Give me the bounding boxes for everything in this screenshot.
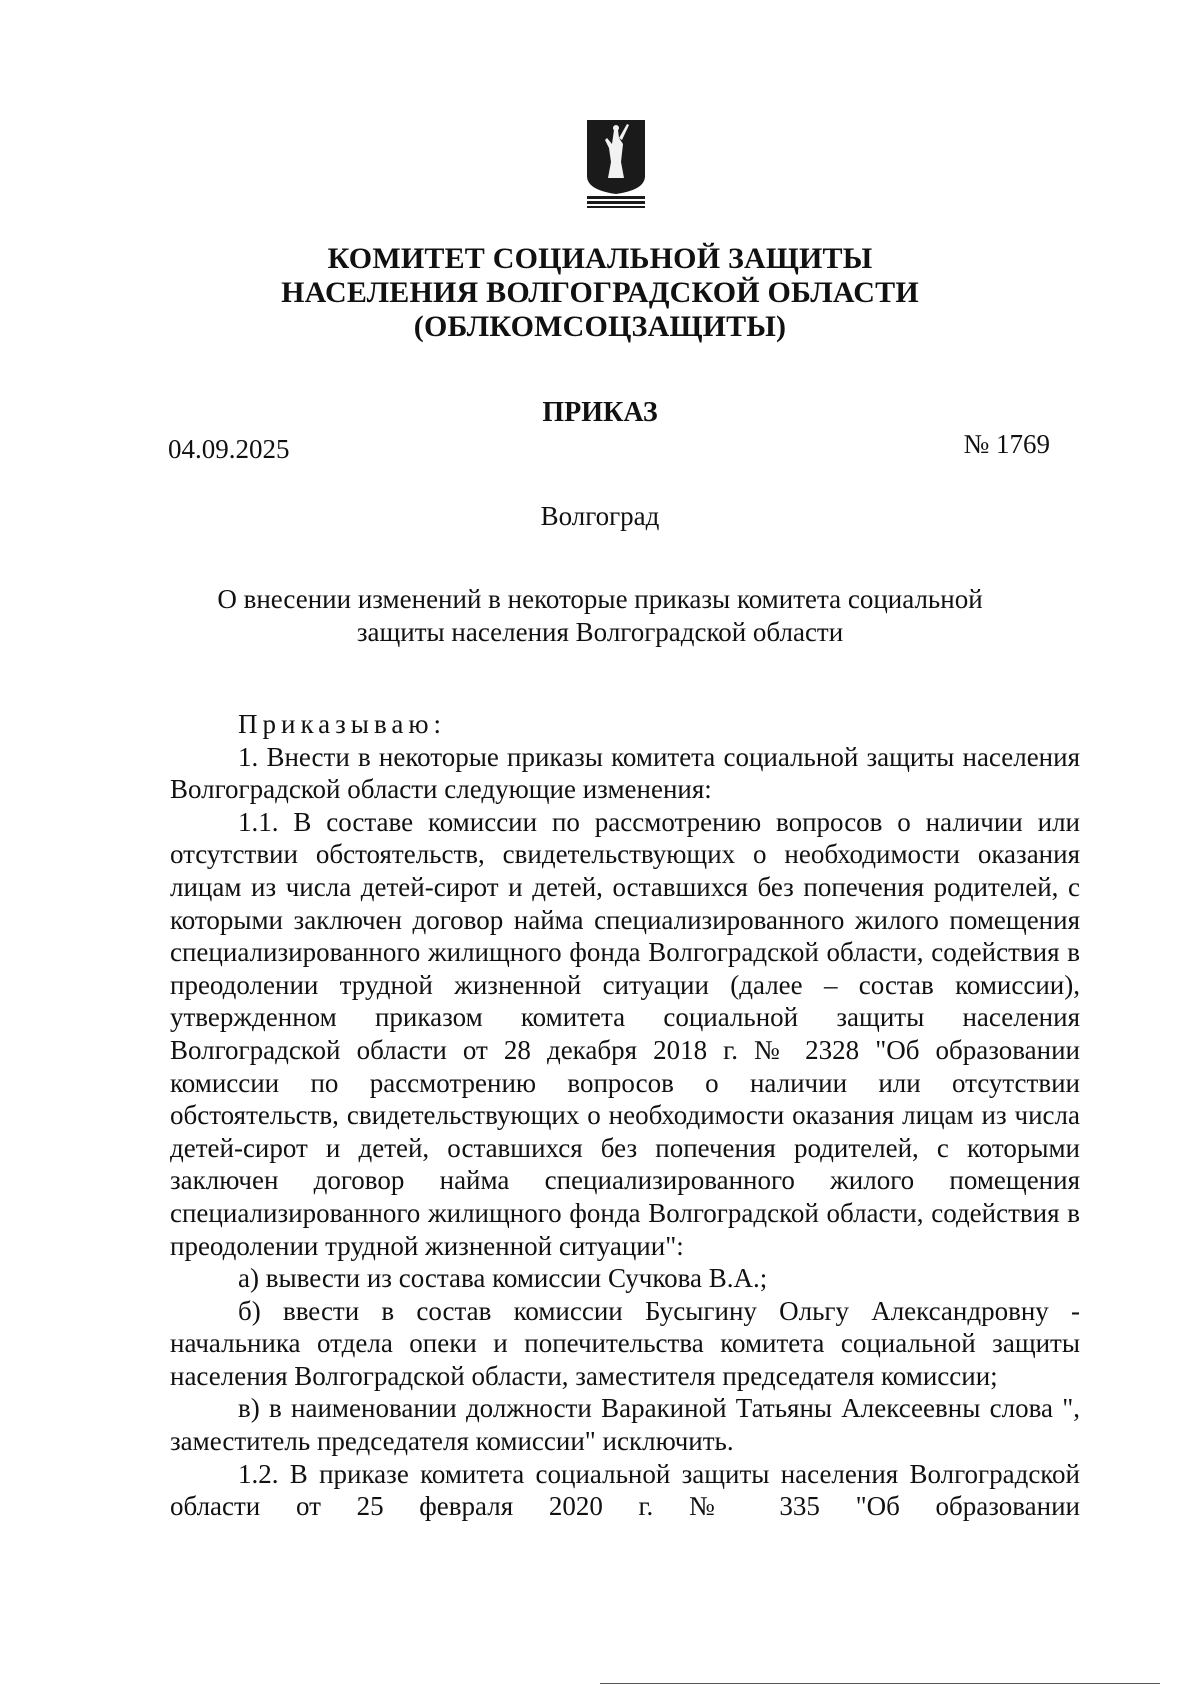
paragraph-1: 1. Внести в некоторые приказы комитета социальной защиты населения Волгоградской области следующие изменения: xyxy=(170,741,1080,805)
volgograd-motherland-emblem-icon xyxy=(583,118,649,208)
document-number: № 1769 xyxy=(963,429,1050,459)
document-type: ПРИКАЗ xyxy=(542,397,658,428)
paragraph-v: в) в наименовании должности Варакиной Татьяны Алексеевны слова ", заместитель председателя комиссии" исключить. xyxy=(170,1393,1080,1457)
document-title xyxy=(0,583,1200,649)
organization-name xyxy=(0,242,1200,344)
document-date: 04.09.2025 xyxy=(168,434,290,464)
document-city: Волгоград xyxy=(540,501,660,531)
organization-name-line: НАСЕЛЕНИЯ ВОЛГОГРАДСКОЙ ОБЛАСТИ xyxy=(281,276,919,309)
organization-name-line: (ОБЛКОМСОЦЗАЩИТЫ) xyxy=(413,310,787,343)
document-body xyxy=(170,708,1080,1523)
paragraph-b: б) ввести в состав комиссии Бусыгину Ольгу Александровну - начальника отдела опеки и попечительства комитета социальной защиты населения Волгоградской области, заместителя председателя комиссии; xyxy=(170,1295,1080,1391)
paragraph-1-2: 1.2. В приказе комитета социальной защиты населения Волгоградской области от 25 февраля 2020 г. № 335 "Об образовании xyxy=(170,1458,1080,1522)
paragraph-1-1: 1.1. В составе комиссии по рассмотрению вопросов о наличии или отсутствии обстоятельств, свидетельствующих о необходимости оказания лицам из числа детей-сирот и детей, оставшихся без попечения родителей, с которыми заключен договор найма специализированного жилого помещения специализированного жилищного фонда Волгоградской области, содействия в преодолении трудной жизненной ситуации (далее – состав комиссии), утвержденном приказом комитета социальной защиты населения Волгоградской области от 28 декабря 2018 г. № 2328 "Об образовании комиссии по рассмотрению вопросов о наличии или отсутствии обстоятельств, свидетельствующих о необходимости оказания лицам из числа детей-сирот и детей, оставшихся без попечения родителей, с которыми заключен договор найма специализированного жилого помещения специализированного жилищного фонда Волгоградской области, содействия в преодолении трудной жизненной ситуации": xyxy=(170,806,1080,1261)
paragraph-a: а) вывести из состава комиссии Сучкова В.А.; xyxy=(238,1263,768,1294)
order-word xyxy=(170,708,1080,741)
document-title-line: защиты населения Волгоградской области xyxy=(356,617,844,647)
organization-name-line: КОМИТЕТ СОЦИАЛЬНОЙ ЗАЩИТЫ xyxy=(327,242,873,275)
order-word-text: Приказываю: xyxy=(238,709,446,739)
scan-edge-line xyxy=(600,1683,1160,1684)
document-title-line: О внесении изменений в некоторые приказы комитета социальной xyxy=(217,584,983,614)
